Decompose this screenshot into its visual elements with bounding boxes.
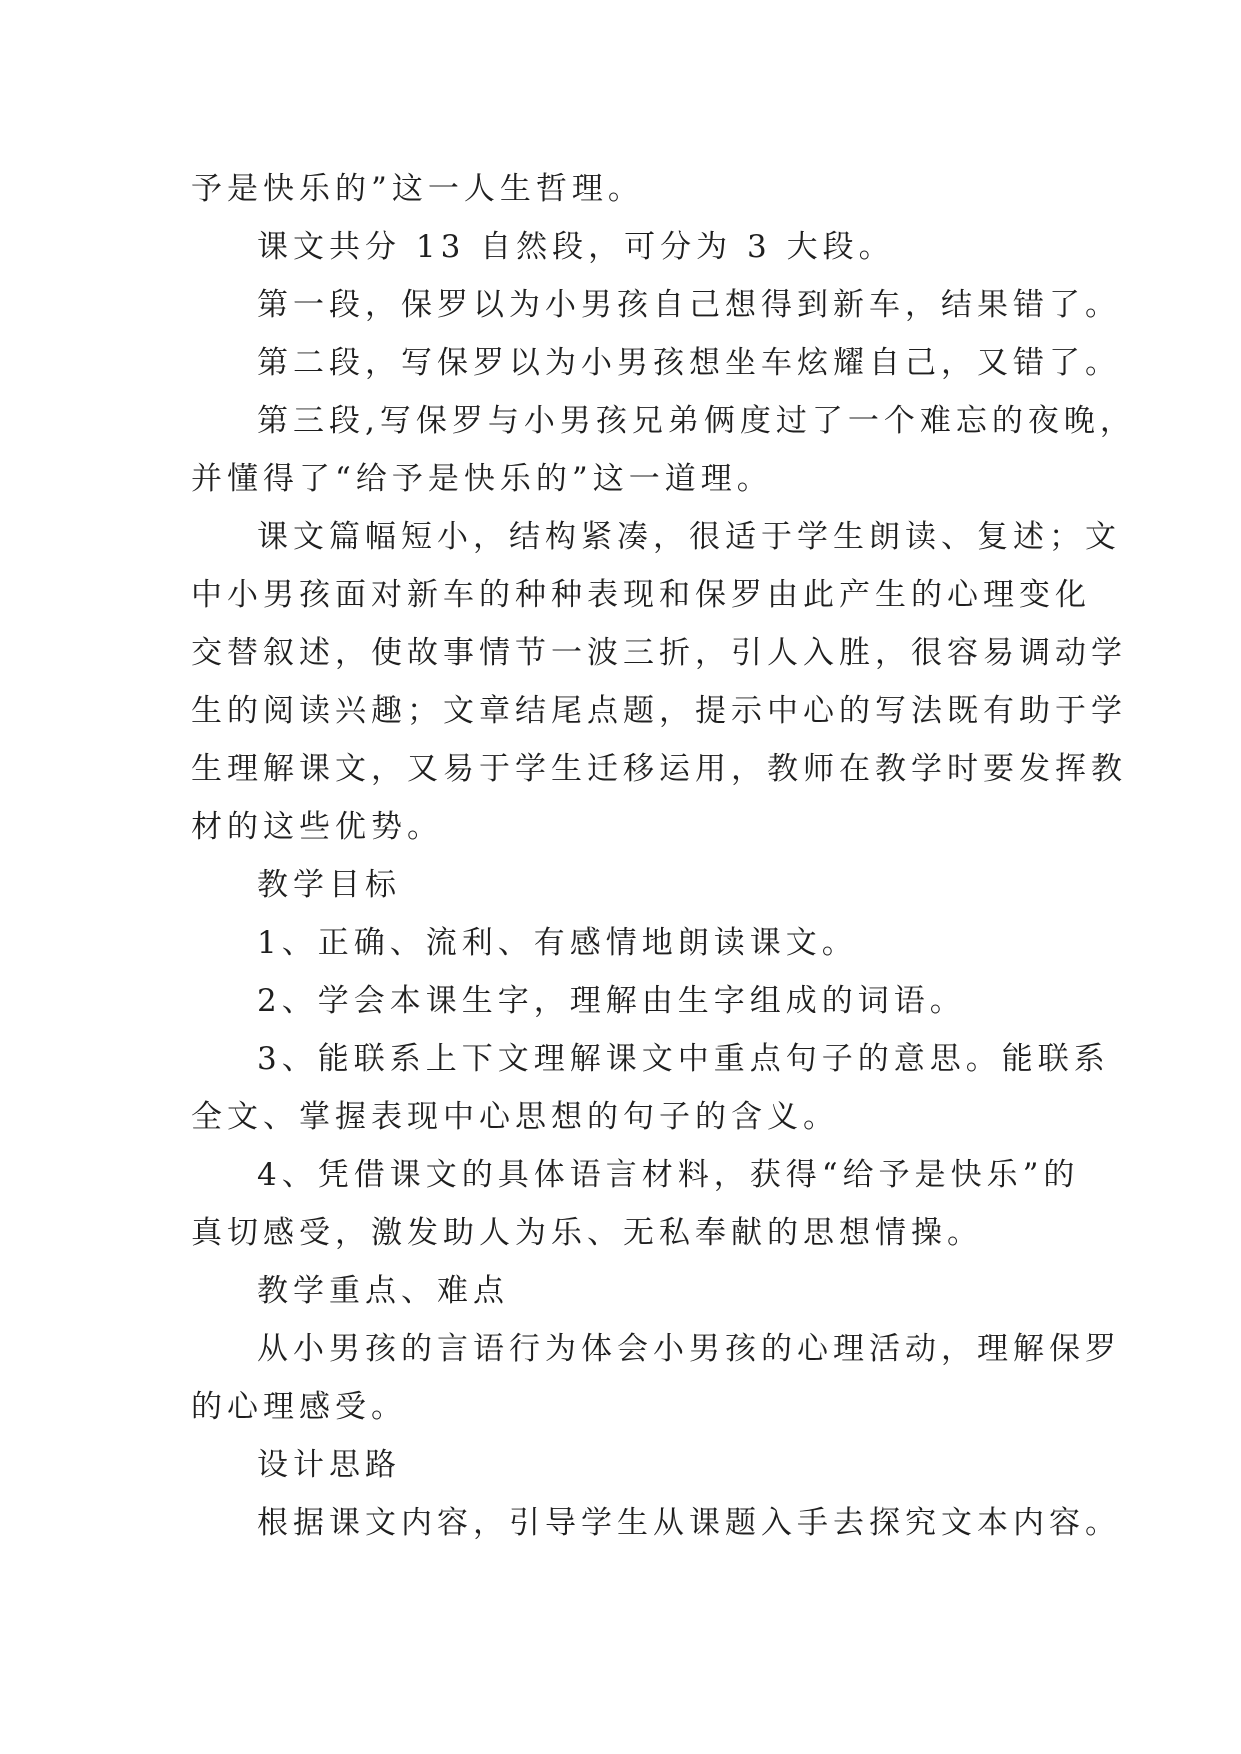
text-line: 第三段,写保罗与小男孩兄弟俩度过了一个难忘的夜晚， bbox=[257, 403, 1136, 439]
text-line: 交替叙述，使故事情节一波三折，引人入胜，很容易调动学 bbox=[191, 635, 1127, 671]
text-line: 的心理感受。 bbox=[191, 1389, 407, 1425]
goal-item-4: 4、凭借课文的具体语言材料，获得“给予是快乐”的 bbox=[257, 1157, 1080, 1193]
section-heading-design-idea: 设计思路 bbox=[257, 1447, 401, 1483]
text-line: 第一段，保罗以为小男孩自己想得到新车，结果错了。 bbox=[257, 287, 1121, 323]
text-line: 从小男孩的言语行为体会小男孩的心理活动，理解保罗 bbox=[257, 1331, 1121, 1367]
section-heading-teaching-goals: 教学目标 bbox=[257, 867, 401, 903]
text-line: 并懂得了“给予是快乐的”这一道理。 bbox=[191, 461, 773, 497]
document-body bbox=[191, 160, 1136, 1552]
text-line: 全文、掌握表现中心思想的句子的含义。 bbox=[191, 1099, 839, 1135]
text-line: 生的阅读兴趣；文章结尾点题，提示中心的写法既有助于学 bbox=[191, 693, 1127, 729]
text-line: 课文共分 13 自然段，可分为 3 大段。 bbox=[257, 229, 895, 265]
text-line: 根据课文内容，引导学生从课题入手去探究文本内容。 bbox=[257, 1505, 1121, 1541]
text-line: 材的这些优势。 bbox=[191, 809, 443, 845]
goal-item-1: 1、正确、流利、有感情地朗读课文。 bbox=[257, 925, 858, 961]
text-line: 中小男孩面对新车的种种表现和保罗由此产生的心理变化 bbox=[191, 577, 1091, 613]
text-line: 予是快乐的”这一人生哲理。 bbox=[191, 171, 644, 207]
goal-item-2: 2、学会本课生字，理解由生字组成的词语。 bbox=[257, 983, 966, 1019]
text-line: 课文篇幅短小，结构紧凑，很适于学生朗读、复述；文 bbox=[257, 519, 1121, 555]
section-heading-key-points: 教学重点、难点 bbox=[257, 1273, 509, 1309]
text-line: 生理解课文，又易于学生迁移运用，教师在教学时要发挥教 bbox=[191, 751, 1127, 787]
text-line: 第二段，写保罗以为小男孩想坐车炫耀自己，又错了。 bbox=[257, 345, 1121, 381]
text-line: 真切感受，激发助人为乐、无私奉献的思想情操。 bbox=[191, 1215, 983, 1251]
goal-item-3: 3、能联系上下文理解课文中重点句子的意思。能联系 bbox=[257, 1041, 1110, 1077]
